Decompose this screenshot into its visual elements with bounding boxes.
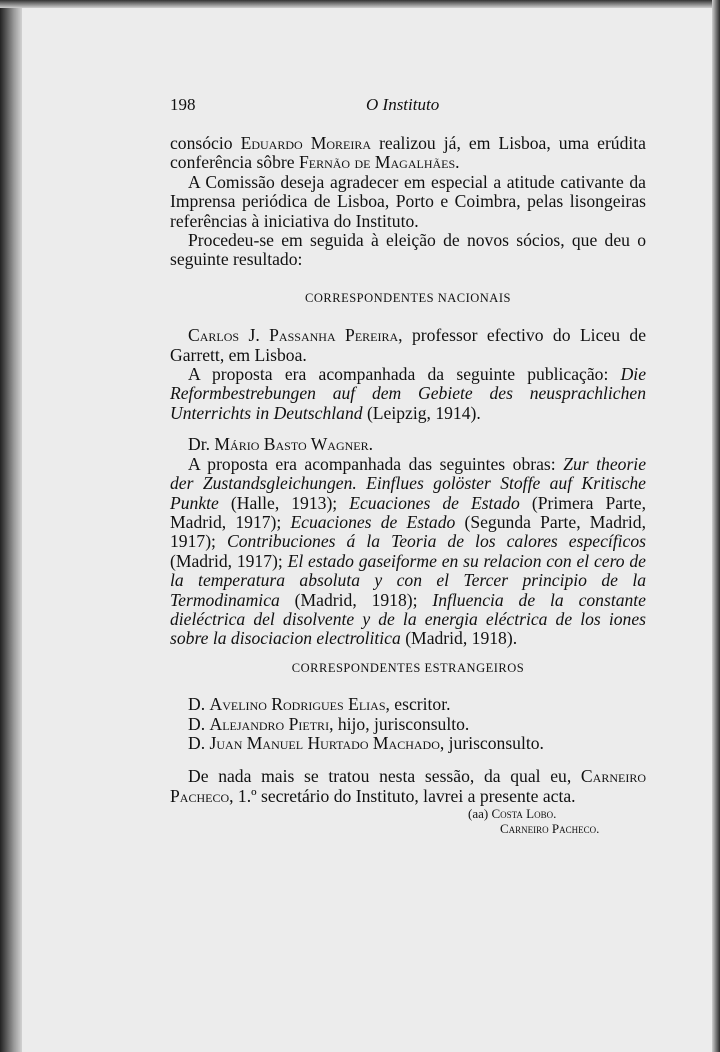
- foreign-list: [170, 695, 646, 753]
- person-name: Carneiro Pacheco: [170, 766, 646, 806]
- work-title: Die Reformbestrebungen auf dem Gebiete des neusprachlichen Unterrichts in Deutschland: [170, 364, 646, 423]
- work-title: Influencia de la constante dieléctrica del disolvente y de la energia eléctrica de los iones sobre la disociacion electrolitica: [170, 589, 646, 649]
- paragraph-3: Procedeu-se em seguida à eleição de novos sócios, que deu o seguinte resultado:: [170, 230, 646, 270]
- person-name: Fernão de Magalhães: [298, 152, 456, 173]
- page-header: [170, 95, 646, 117]
- work-title: Contribuciones á la Teoria de los calores específicos: [226, 531, 646, 552]
- running-title: O Instituto: [366, 95, 440, 114]
- work-title: Zur theorie der Zustandsgleichungen. Einflues golöster Stoffe auf Kritische Punkte: [170, 453, 647, 513]
- right-edge-shadow: [712, 0, 720, 1052]
- person-name: Avelino Rodrigues Elias: [209, 694, 386, 715]
- entry-wagner: Dr. Mário Basto Wagner.: [188, 434, 374, 455]
- entry-wagner-proposal: A proposta era acompanhada das seguintes obras: Zur theorie der Zustandsgleichungen. Einflues golöster Stoffe auf Kritische Punkte (Halle, 1913); Ecuaciones de Estado (Primera Parte, Madrid, 1917); Ecuaciones de Estado (Segunda Parte, Madrid, 1917); Contribuciones á la Teoria de los calores específicos (Madrid, 1917); El estado gaseiforme en su relacion con el cero de la temperatura absoluta y con el Tercer principio de la Termodinamica (Madrid, 1918); Influencia de la constante dieléctrica del disolvente y de la energia eléctrica de los iones sobre la disociacion electrolitica (Madrid, 1918).: [170, 453, 647, 649]
- work-title: El estado gaseiforme en su relacion con el cero de la temperatura absoluta y con el Tercer principio de la Termodinamica: [170, 550, 646, 610]
- list-item: D. Avelino Rodrigues Elias, escritor.: [188, 694, 451, 715]
- entry-passanha-proposal: A proposta era acompanhada da seguinte publicação: Die Reformbestrebungen auf dem Gebiete des neusprachlichen Unterrichts in Deutschland (Leipzig, 1914).: [170, 364, 646, 423]
- entry-passanha: Carlos J. Passanha Pereira, professor efectivo do Liceu de Garrett, em Lisboa.: [170, 325, 647, 365]
- book-spine-shadow: [0, 0, 22, 1052]
- person-name: Mário Basto Wagner: [214, 434, 369, 455]
- person-name: Alejandro Pietri: [209, 713, 330, 734]
- signature-2: Carneiro Pacheco.: [500, 821, 600, 836]
- top-edge-shadow: [0, 0, 720, 8]
- paragraph-1: consócio Eduardo Moreira realizou já, em Lisboa, uma erúdita conferência sôbre Fernão de Magalhães.: [170, 133, 646, 173]
- section-title-estrangeiros: CORRESPONDENTES ESTRANGEIROS: [291, 660, 525, 675]
- list-item: D. Alejandro Pietri, hijo, jurisconsulto.: [188, 713, 470, 734]
- page-number: 198: [170, 95, 196, 114]
- work-title: Ecuaciones de Estado: [290, 511, 456, 532]
- person-name: Carlos J. Passanha Pereira: [188, 325, 399, 346]
- person-name: Eduardo Moreira: [240, 133, 372, 153]
- person-name: Juan Manuel Hurtado Machado: [209, 732, 440, 753]
- section-title-nacionais: CORRESPONDENTES NACIONAIS: [305, 290, 511, 305]
- body-text: [170, 134, 646, 806]
- closing-paragraph: De nada mais se tratou nesta sessão, da qual eu, Carneiro Pacheco, 1.º secretário do Instituto, lavrei a presente acta.: [170, 766, 646, 806]
- signature-1: (aa) Costa Lobo.: [468, 806, 557, 821]
- work-title: Ecuaciones de Estado: [349, 492, 520, 513]
- paragraph-2: A Comissão deseja agradecer em especial a atitude cativante da Imprensa periódica de Lisboa, Porto e Coimbra, pelas lisongeiras referências à iniciativa do Instituto.: [170, 171, 646, 231]
- list-item: D. Juan Manuel Hurtado Machado, jurisconsulto.: [188, 732, 544, 753]
